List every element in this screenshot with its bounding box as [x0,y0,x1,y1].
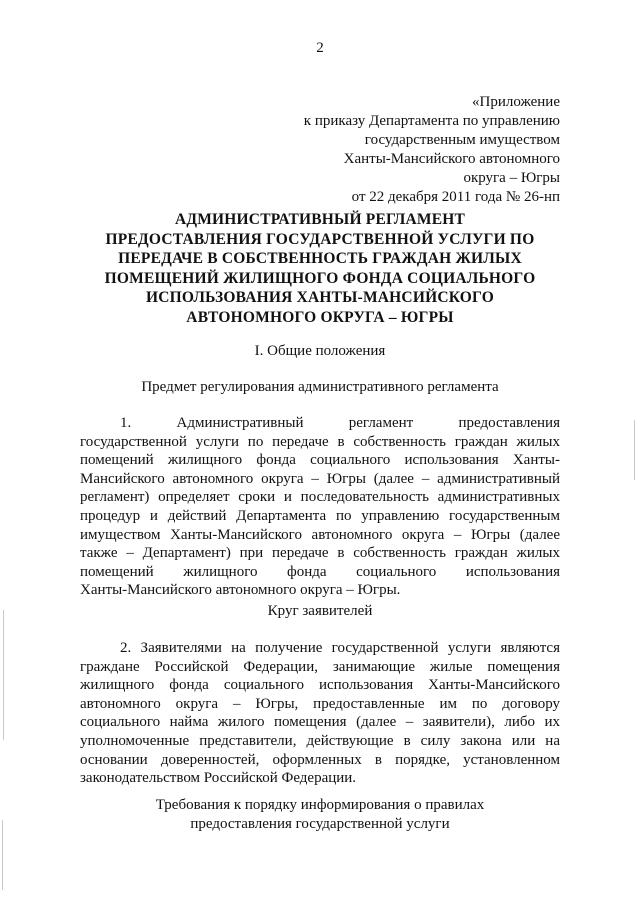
paragraph-line: государственной услуги по передаче в собственность граждан жилых [80,433,560,450]
requirements-heading-line: предоставления государственной услуги [190,816,450,832]
paragraph-line: 2. Заявителями на получение государственной услуги являются [120,640,560,656]
appendix-line: государственным имуществом [364,132,560,148]
title-line: ИСПОЛЬЗОВАНИЯ ХАНТЫ-МАНСИЙСКОГО [146,289,494,306]
right-margin-mark [634,420,635,480]
paragraph-line: Мансийского автономного округа – Югры (далее – административный [80,470,560,487]
paragraph-line: граждане Российской Федерации, занимающие жилые помещения [80,658,560,675]
left-margin-mark [3,610,4,740]
section-heading: I. Общие положения [254,343,386,359]
appendix-line: Ханты-Мансийского автономного [343,151,560,167]
paragraph-line: законодательством Российской Федерации. [80,770,357,787]
applicants-heading: Круг заявителей [267,603,373,619]
title-line: ПЕРЕДАЧЕ В СОБСТВЕННОСТЬ ГРАЖДАН ЖИЛЫХ [118,250,522,267]
paragraph-line: уполномоченные представители, действующие в силу закона или на [80,732,560,749]
paragraph-line: регламент) определяет сроки и последовательность административных [80,489,560,506]
requirements-heading-line: Требования к порядку информирования о правилах [155,797,485,813]
appendix-line: от 22 декабря 2011 года № 26-нп [351,189,560,205]
paragraph-line: помещений жилищного фонда социального использования Ханты- [80,452,560,469]
paragraph-line: автономного округа – Югры, предоставленные им по договору [80,695,560,712]
paragraph-line: также – Департамент) при передаче в собственность граждан жилых [80,545,560,562]
page-number: 2 [316,40,324,56]
title-line: ПОМЕЩЕНИЙ ЖИЛИЩНОГО ФОНДА СОЦИАЛЬНОГО [104,269,536,287]
subsection-heading: Предмет регулирования административного регламента [141,379,499,395]
paragraph-line: жилищного фонда социального использования Ханты-Мансийского [80,677,560,694]
paragraph-line: основании доверенностей, оформленных в порядке, установленном [80,751,560,768]
appendix-line: «Приложение [471,94,560,110]
title-line: АВТОНОМНОГО ОКРУГА – ЮГРЫ [186,308,454,326]
paragraph-line: процедур и действий Департамента по управлению государственным [80,507,560,524]
paragraph-line: 1. Административный регламент предоставления [120,415,560,431]
paragraph-2 [80,639,560,788]
paragraph-line: социального найма жилого помещения (далее – заявители), либо их [80,714,560,731]
paragraph-line: помещений жилищного фонда социального использования [80,563,560,580]
paragraph-line: имуществом Ханты-Мансийского автономного округа – Югры (далее [80,526,560,543]
appendix-line: округа – Югры [463,170,560,186]
appendix-line: к приказу Департамента по управлению [303,113,560,129]
appendix-header [304,93,560,207]
title-line: АДМИНИСТРАТИВНЫЙ РЕГЛАМЕНТ [174,211,466,228]
document-title [80,210,560,327]
paragraph-line: Ханты-Мансийского автономного округа – Югры. [80,582,401,599]
paragraph-1 [80,414,560,600]
title-line: ПРЕДОСТАВЛЕНИЯ ГОСУДАРСТВЕННОЙ УСЛУГИ ПО [105,230,535,248]
